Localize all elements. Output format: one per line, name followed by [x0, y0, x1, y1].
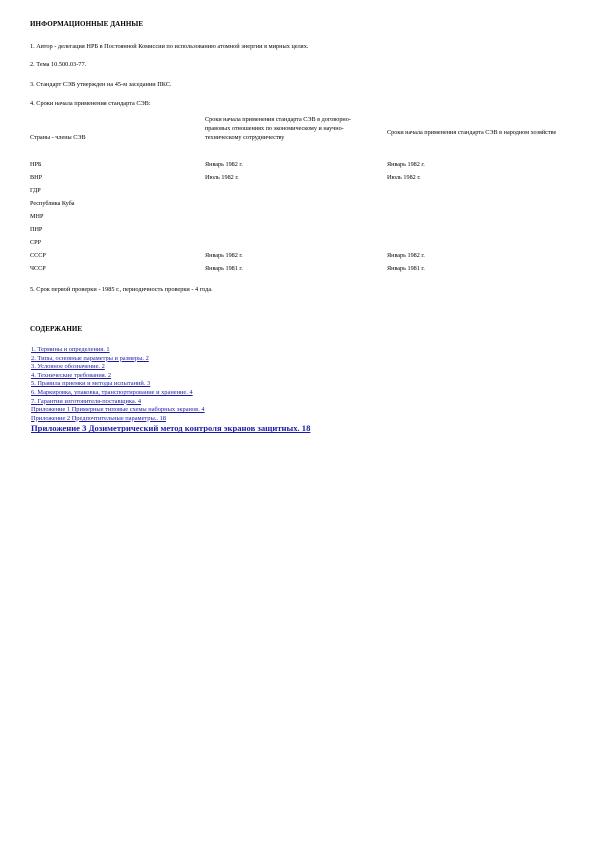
- toc-link-section-2[interactable]: 2. Типы, основные параметры и размеры. 2: [31, 354, 149, 362]
- info-item-4: 4. Сроки начала применения стандарта СЭВ:: [30, 100, 151, 107]
- table-header-economy-dates: Сроки начала применения стандарта СЭВ в народном хозяйстве: [387, 129, 557, 136]
- table-row-economy-date: Июль 1982 г.: [387, 174, 421, 181]
- table-row-economy-date: Январь 1982 г.: [387, 252, 425, 259]
- toc-link-appendix-3[interactable]: Приложение 3 Дозиметрический метод контроля экранов защитных. 18: [31, 423, 311, 434]
- table-row-country: НРБ: [30, 161, 42, 168]
- table-row-country: МНР: [30, 213, 44, 220]
- table-header-contract-dates: Сроки начала применения стандарта СЭВ в договорно-правовых отношениях по экономическому и научно-техническому сотрудничеству: [205, 116, 351, 141]
- info-heading: ИНФОРМАЦИОННЫЕ ДАННЫЕ: [30, 20, 144, 28]
- toc-link-section-6[interactable]: 6. Маркировка, упаковка, транспортирование и хранение. 4: [31, 388, 193, 396]
- info-item-2: 2. Тема 10.500.03-77.: [30, 61, 87, 68]
- table-row-country: ЧССР: [30, 265, 46, 272]
- table-row-contract-date: Январь 1982 г.: [205, 161, 243, 168]
- info-item-3: 3. Стандарт СЭВ утвержден на 45-м заседании ПКС.: [30, 81, 172, 88]
- table-row-country: ВНР: [30, 174, 43, 181]
- toc-link-appendix-1[interactable]: Приложение 1 Примерные типовые схемы наборных экранов. 4: [31, 406, 205, 414]
- toc-link-section-5[interactable]: 5. Правила приемки и методы испытаний. 3: [31, 380, 151, 388]
- toc-link-section-7[interactable]: 7. Гарантии изготовителя-поставщика. 4: [31, 397, 142, 405]
- table-row-country: ГДР: [30, 187, 41, 194]
- toc-link-section-3[interactable]: 3. Условное обозначение. 2: [31, 363, 105, 371]
- toc-link-section-1[interactable]: 1. Термины и определения. 1: [31, 346, 110, 353]
- table-header-countries: Страны - члены СЭВ: [30, 134, 86, 141]
- table-row-economy-date: Январь 1981 г.: [387, 265, 425, 272]
- table-row-country: Республика Куба: [30, 200, 75, 207]
- table-row-contract-date: Январь 1981 г.: [205, 265, 243, 272]
- table-row-contract-date: Январь 1982 г.: [205, 252, 243, 259]
- table-row-country: ПНР: [30, 226, 43, 233]
- table-row-contract-date: Июль 1982 г.: [205, 174, 239, 181]
- toc-heading: СОДЕРЖАНИЕ: [30, 325, 83, 333]
- table-of-contents: [31, 346, 471, 434]
- info-item-5: 5. Срок первой проверки - 1985 г., периодичность проверки - 4 года.: [30, 286, 213, 293]
- info-item-1: 1. Автор - делегация НРБ в Постоянной Комиссии по использованию атомной энергии в мирных целях.: [30, 43, 309, 50]
- toc-link-appendix-2[interactable]: Приложение 2 Предпочтительные параметры.. 18: [31, 414, 166, 422]
- table-row-country: СРР: [30, 239, 42, 246]
- table-row-country: СССР: [30, 252, 46, 259]
- toc-link-section-4[interactable]: 4. Технические требования. 2: [31, 371, 112, 379]
- table-row-economy-date: Январь 1982 г.: [387, 161, 425, 168]
